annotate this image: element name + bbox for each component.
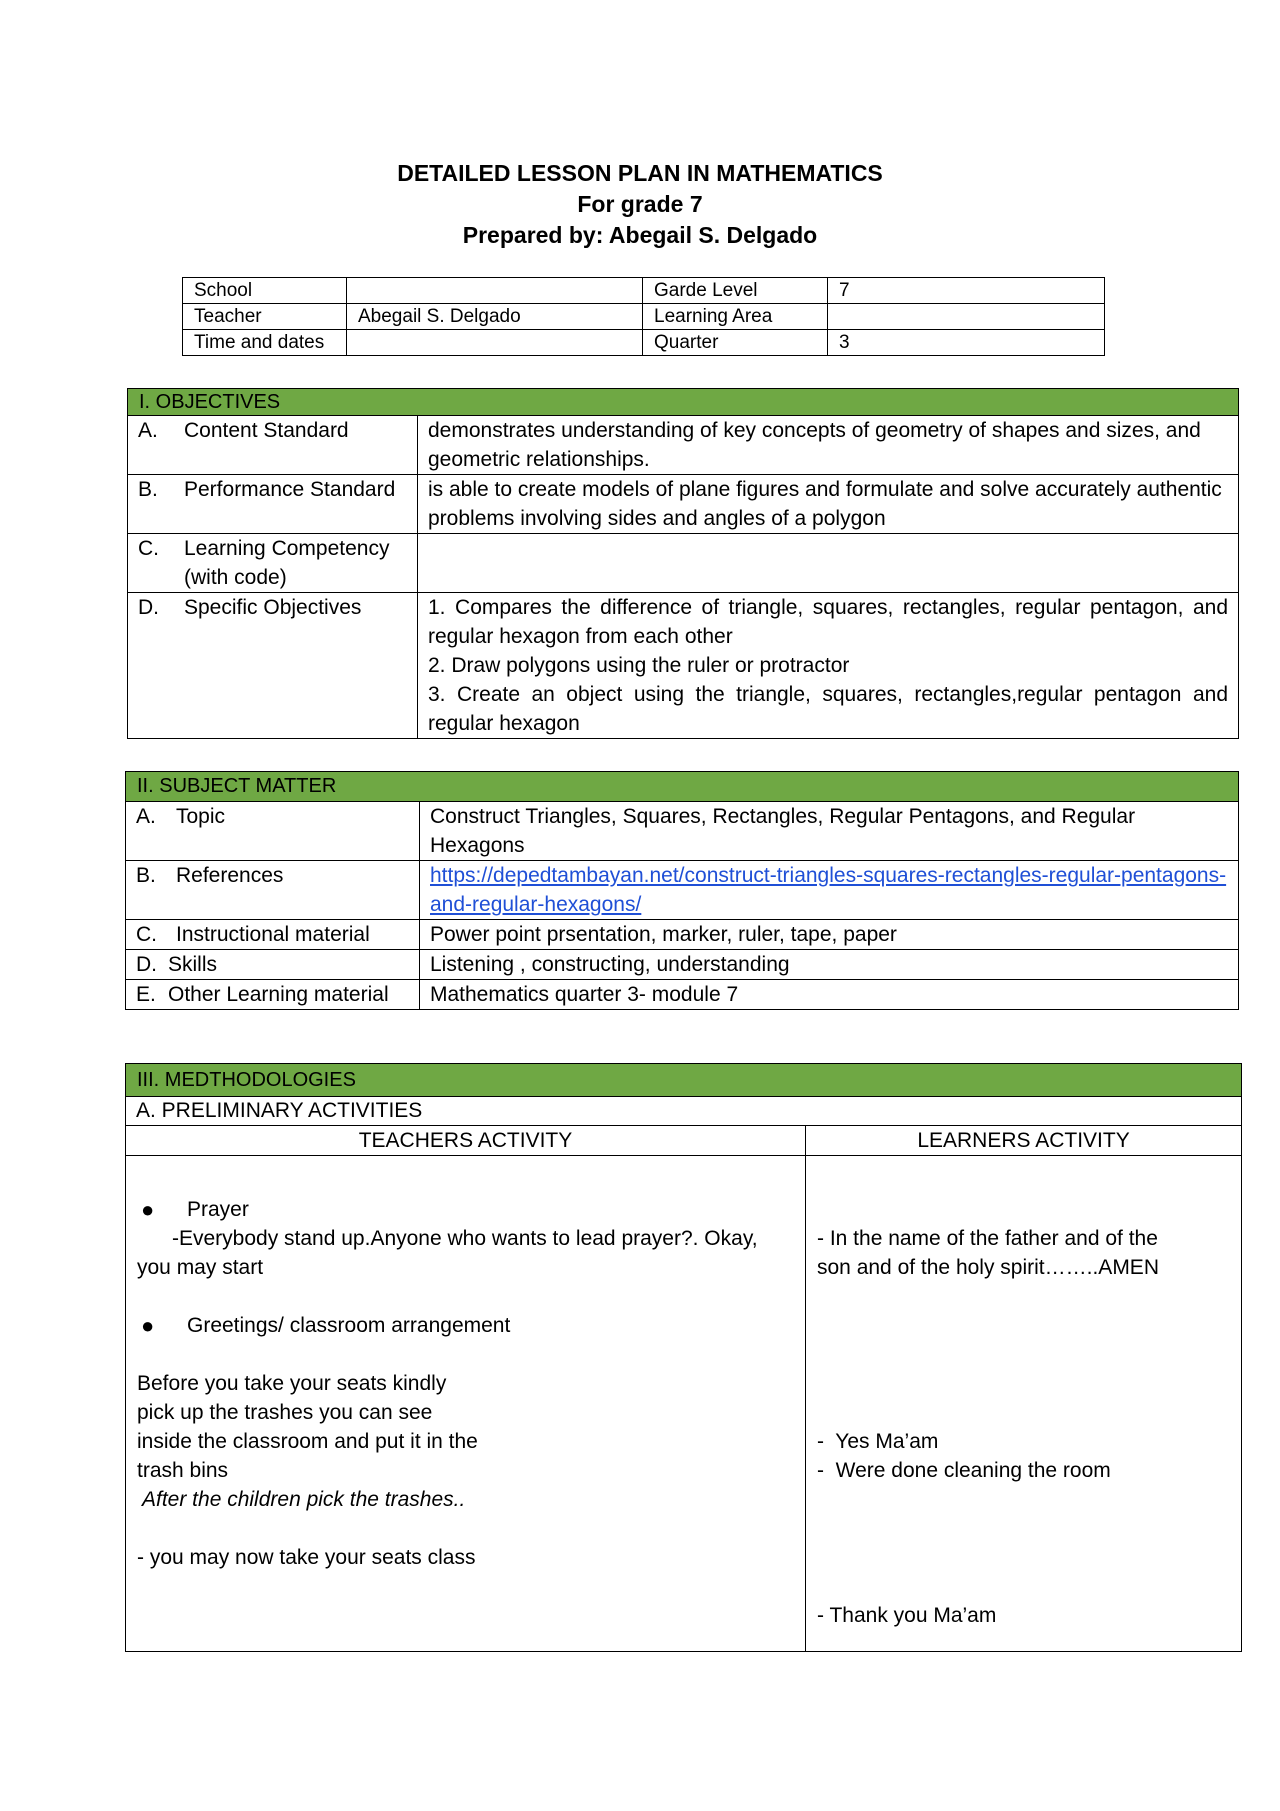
- subheading-row: [126, 1097, 1242, 1126]
- row-letter: C.: [138, 537, 159, 560]
- objectives-table: [127, 388, 1239, 739]
- objective-row: [128, 475, 1239, 534]
- skills-text: Listening , constructing, understanding: [420, 950, 1239, 980]
- subject-row: [126, 920, 1239, 950]
- row-label: References: [176, 864, 284, 887]
- subject-row: [126, 861, 1239, 920]
- teacher-value: Abegail S. Delgado: [347, 304, 643, 330]
- subject-matter-table: [125, 771, 1239, 1010]
- objective-item: 3. Create an object using the triangle, squares, rectangles,regular pentagon and regular hexagon: [428, 683, 1228, 735]
- prayer-instruction-cont: you may start: [137, 1256, 264, 1279]
- reference-link[interactable]: https://depedtambayan.net/construct-triangles-squares-rectangles-regular-pentagons-and-regular-hexagons/: [430, 864, 1227, 916]
- prayer-instruction: -Everybody stand up.Anyone who wants to lead prayer?. Okay,: [172, 1227, 758, 1250]
- learning-competency-text: [418, 534, 1239, 593]
- row-letter: B.: [136, 864, 156, 887]
- objective-row: [128, 416, 1239, 475]
- document-title: DETAILED LESSON PLAN IN MATHEMATICS: [397, 160, 883, 186]
- row-label: Performance Standard: [184, 478, 396, 501]
- bullet-item: [137, 1311, 795, 1340]
- teacher-activity-cell: [126, 1156, 806, 1652]
- topic-text: Construct Triangles, Squares, Rectangles, Regular Pentagons, and Regular Hexagons: [420, 802, 1239, 861]
- activity-row: [126, 1156, 1242, 1652]
- info-row: [183, 304, 1105, 330]
- quarter-label: Quarter: [643, 330, 828, 356]
- greetings-heading: Greetings/ classroom arrangement: [187, 1314, 511, 1337]
- column-header-row: [126, 1126, 1242, 1156]
- prayer-heading: Prayer: [187, 1198, 249, 1221]
- objective-row: [128, 593, 1239, 739]
- learner-response: - Were done cleaning the room: [817, 1459, 1111, 1482]
- row-letter: E.: [136, 983, 156, 1006]
- arrangement-line: Before you take your seats kindly: [137, 1372, 447, 1395]
- row-label: Skills: [168, 953, 218, 976]
- quarter-value: 3: [828, 330, 1105, 356]
- methodologies-heading: III. MEDTHODOLOGIES: [126, 1064, 1242, 1097]
- objective-row: [128, 534, 1239, 593]
- methodologies-table: [125, 1063, 1242, 1652]
- learner-prayer-line: son and of the holy spirit……..AMEN: [817, 1256, 1159, 1279]
- content-standard-text: demonstrates understanding of key concepts of geometry of shapes and sizes, and geometric relationships.: [418, 416, 1239, 475]
- arrangement-line: inside the classroom and put it in the: [137, 1430, 478, 1453]
- learner-activity-cell: [806, 1156, 1242, 1652]
- objective-item: 1. Compares the difference of triangle, squares, rectangles, regular pentagon, and regular hexagon from each other: [428, 596, 1228, 648]
- specific-objectives-list: [418, 593, 1239, 739]
- row-label: Other Learning material: [168, 983, 389, 1006]
- row-letter: D.: [136, 953, 157, 976]
- objectives-heading: I. OBJECTIVES: [128, 389, 1239, 416]
- learner-prayer-line: - In the name of the father and of the: [817, 1227, 1158, 1250]
- row-letter: A.: [138, 419, 158, 442]
- learner-response: - Yes Ma’am: [817, 1430, 939, 1453]
- row-letter: A.: [136, 805, 156, 828]
- row-label: Instructional material: [176, 923, 370, 946]
- grade-level-value: 7: [828, 278, 1105, 304]
- bullet-item: [137, 1195, 795, 1224]
- subject-row: [126, 950, 1239, 980]
- section-heading-row: [128, 389, 1239, 416]
- preliminary-activities-heading: A. PRELIMINARY ACTIVITIES: [126, 1097, 1242, 1126]
- subject-matter-heading: II. SUBJECT MATTER: [126, 772, 1239, 802]
- teacher-column-header: TEACHERS ACTIVITY: [126, 1126, 806, 1156]
- row-label: Topic: [176, 805, 226, 828]
- take-seats-line: - you may now take your seats class: [137, 1546, 476, 1569]
- info-table: [182, 277, 1105, 356]
- subject-row: [126, 980, 1239, 1010]
- learner-thanks: - Thank you Ma’am: [817, 1604, 997, 1627]
- time-dates-label: Time and dates: [183, 330, 347, 356]
- teacher-label: Teacher: [183, 304, 347, 330]
- arrangement-line: pick up the trashes you can see: [137, 1401, 433, 1424]
- section-heading-row: [126, 1064, 1242, 1097]
- performance-standard-text: is able to create models of plane figures and formulate and solve accurately authentic problems involving sides and angles of a polygon: [418, 475, 1239, 534]
- instructional-material-text: Power point prsentation, marker, ruler, tape, paper: [420, 920, 1239, 950]
- info-row: [183, 330, 1105, 356]
- objective-item: 2. Draw polygons using the ruler or protractor: [428, 654, 850, 677]
- time-dates-value: [347, 330, 643, 356]
- bullet-icon: ●: [141, 1313, 155, 1338]
- row-label: Specific Objectives: [184, 596, 362, 619]
- learner-column-header: LEARNERS ACTIVITY: [806, 1126, 1242, 1156]
- arrangement-line: trash bins: [137, 1459, 229, 1482]
- school-label: School: [183, 278, 347, 304]
- grade-level-label: Garde Level: [643, 278, 828, 304]
- row-label: Content Standard: [184, 419, 349, 442]
- bullet-icon: ●: [141, 1197, 155, 1222]
- row-letter: B.: [138, 478, 158, 501]
- learning-area-value: [828, 304, 1105, 330]
- subject-row: [126, 802, 1239, 861]
- row-label: Learning Competency (with code): [184, 537, 390, 589]
- prepared-by: Prepared by: Abegail S. Delgado: [462, 222, 818, 248]
- learning-area-label: Learning Area: [643, 304, 828, 330]
- other-material-text: Mathematics quarter 3- module 7: [420, 980, 1239, 1010]
- document-subtitle: For grade 7: [577, 191, 703, 217]
- info-row: [183, 278, 1105, 304]
- school-value: [347, 278, 643, 304]
- title-block: [0, 158, 1280, 251]
- row-letter: D.: [138, 596, 159, 619]
- row-letter: C.: [136, 923, 157, 946]
- section-heading-row: [126, 772, 1239, 802]
- stage-direction: After the children pick the trashes..: [142, 1488, 466, 1511]
